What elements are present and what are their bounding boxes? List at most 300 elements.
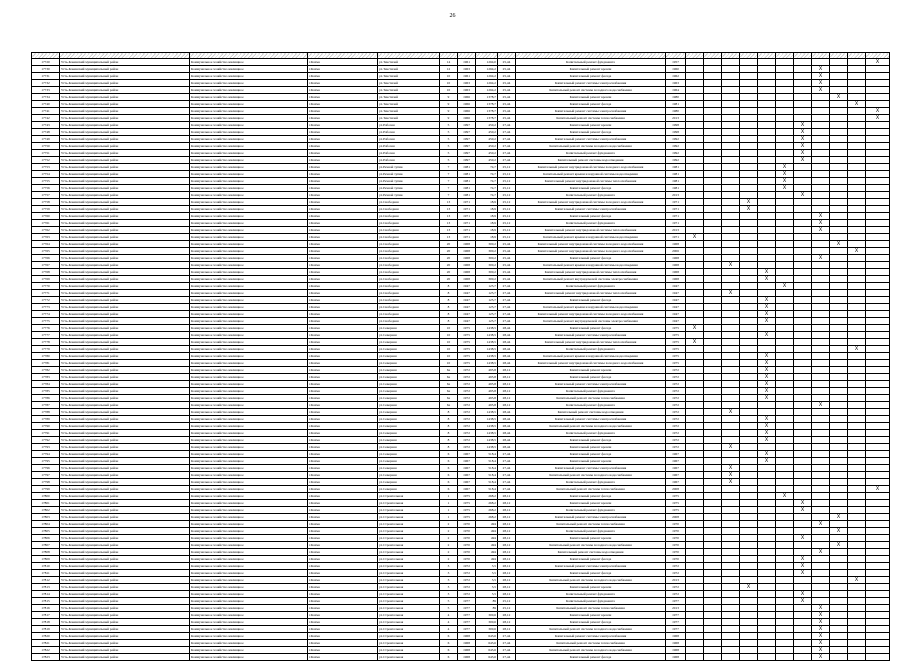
table-cell: 643,6 bbox=[476, 647, 498, 654]
table-cell: 20 bbox=[440, 255, 458, 262]
mark-cell bbox=[722, 633, 740, 640]
table-cell: 3 bbox=[440, 577, 458, 584]
table-cell: 495,8 bbox=[476, 367, 498, 374]
mark-cell bbox=[830, 388, 848, 395]
table-cell: 1967 bbox=[458, 465, 476, 472]
table-cell: ул.Строительная bbox=[378, 612, 440, 619]
table-cell: Коммунальное хозяйство жилищное bbox=[190, 318, 308, 325]
table-cell: Капитальный ремонт фасада bbox=[516, 213, 666, 220]
table-cell: Капитальный ремонт внутридомовой системы теплоснабжения bbox=[516, 227, 666, 234]
table-cell: 1971 bbox=[666, 234, 686, 241]
table-cell: ул.Северная bbox=[378, 472, 440, 479]
table-cell: ул.Свободная bbox=[378, 213, 440, 220]
mark-cell bbox=[722, 80, 740, 87]
mark-cell bbox=[758, 108, 776, 115]
table-cell: ул.Свободная bbox=[378, 304, 440, 311]
table-row bbox=[32, 269, 890, 276]
table-cell: 17750 bbox=[32, 143, 60, 150]
table-cell: Коммунальное хозяйство жилищное bbox=[190, 178, 308, 185]
mark-cell bbox=[794, 234, 812, 241]
table-cell: Коммунальное хозяйство жилищное bbox=[190, 115, 308, 122]
mark-cell bbox=[704, 213, 722, 220]
mark-cell bbox=[740, 87, 758, 94]
table-cell: Капитальный ремонт системы электроснабжения bbox=[516, 332, 666, 339]
table-cell: ул.Текстилей bbox=[378, 80, 440, 87]
table-cell: 13 bbox=[440, 220, 458, 227]
table-cell: Коммунальное хозяйство жилищное bbox=[190, 584, 308, 591]
mark-cell bbox=[740, 521, 758, 528]
mark-cell bbox=[740, 542, 758, 549]
mark-cell bbox=[866, 248, 890, 255]
mark-cell bbox=[830, 171, 848, 178]
table-cell: Капитальный ремонт системы теплоснабжения bbox=[516, 486, 666, 493]
mark-cell bbox=[776, 360, 794, 367]
table-cell: ул.Свободная bbox=[378, 318, 440, 325]
mark-cell bbox=[686, 66, 704, 73]
table-cell: 1998 bbox=[666, 122, 686, 129]
mark-cell bbox=[794, 248, 812, 255]
mark-cell bbox=[776, 136, 794, 143]
table-cell: 25,12 bbox=[498, 171, 516, 178]
mark-cell bbox=[704, 318, 722, 325]
table-cell: ул.Строительная bbox=[378, 584, 440, 591]
table-cell: 1378,7 bbox=[476, 94, 498, 101]
mark-cell bbox=[812, 374, 830, 381]
table-cell: г.Кохма bbox=[308, 458, 378, 465]
mark-cell bbox=[740, 178, 758, 185]
mark-cell bbox=[776, 199, 794, 206]
mark-cell bbox=[812, 493, 830, 500]
mark-cell bbox=[686, 276, 704, 283]
table-cell: 1947 bbox=[458, 318, 476, 325]
table-cell: 494 bbox=[476, 528, 498, 535]
mark-cell bbox=[686, 157, 704, 164]
table-cell: 28,12 bbox=[498, 514, 516, 521]
mark-cell bbox=[830, 591, 848, 598]
mark-cell bbox=[776, 605, 794, 612]
table-cell: 1971 bbox=[666, 220, 686, 227]
table-cell: Усть-Кокинский муниципальный район bbox=[60, 402, 190, 409]
table-cell: Коммунальное хозяйство жилищное bbox=[190, 577, 308, 584]
mark-cell bbox=[686, 570, 704, 577]
table-cell: 1970 bbox=[458, 528, 476, 535]
table-cell: Коммунальное хозяйство жилищное bbox=[190, 108, 308, 115]
table-cell: 1967 bbox=[666, 451, 686, 458]
mark-cell bbox=[686, 486, 704, 493]
table-cell: 8 bbox=[440, 297, 458, 304]
mark-cell bbox=[830, 136, 848, 143]
table-cell: ул.Строительная bbox=[378, 577, 440, 584]
table-cell: Коммунальное хозяйство жилищное bbox=[190, 297, 308, 304]
table-cell: г.Кохма bbox=[308, 353, 378, 360]
table-cell: 17767 bbox=[32, 262, 60, 269]
mark-cell bbox=[686, 80, 704, 87]
mark-cell bbox=[848, 563, 866, 570]
mark-cell bbox=[722, 178, 740, 185]
table-cell: Усть-Кокинский муниципальный район bbox=[60, 304, 190, 311]
table-cell: 27,44 bbox=[498, 150, 516, 157]
mark-cell bbox=[848, 122, 866, 129]
mark-cell bbox=[848, 136, 866, 143]
table-cell: 28,44 bbox=[498, 416, 516, 423]
table-cell: Усть-Кокинский муниципальный район bbox=[60, 654, 190, 661]
table-cell: 28,44 bbox=[498, 346, 516, 353]
mark-cell bbox=[704, 535, 722, 542]
table-cell: г.Кохма bbox=[308, 507, 378, 514]
table-cell: 27,44 bbox=[498, 157, 516, 164]
mark-cell bbox=[830, 479, 848, 486]
table-cell: Капитальный ремонт внутридомовой системы электроснабжения bbox=[516, 318, 666, 325]
mark-cell bbox=[776, 73, 794, 80]
mark-cell bbox=[740, 367, 758, 374]
table-cell: Усть-Кокинский муниципальный район bbox=[60, 241, 190, 248]
table-cell: 17779 bbox=[32, 346, 60, 353]
mark-cell bbox=[758, 185, 776, 192]
table-cell: 125,7 bbox=[476, 283, 498, 290]
table-cell: 20 bbox=[440, 269, 458, 276]
mark-cell bbox=[848, 220, 866, 227]
table-cell: 8 bbox=[440, 423, 458, 430]
mark-cell bbox=[758, 220, 776, 227]
table-cell: г.Кохма bbox=[308, 367, 378, 374]
mark-cell bbox=[866, 255, 890, 262]
table-row bbox=[32, 87, 890, 94]
table-cell: Усть-Кокинский муниципальный район bbox=[60, 360, 190, 367]
mark-cell bbox=[704, 59, 722, 66]
mark-cell bbox=[866, 451, 890, 458]
mark-cell bbox=[812, 101, 830, 108]
table-cell: 27,44 bbox=[498, 479, 516, 486]
table-cell: 1997 bbox=[458, 157, 476, 164]
table-cell: г.Кохма bbox=[308, 101, 378, 108]
table-cell: Усть-Кокинский муниципальный район bbox=[60, 255, 190, 262]
mark-cell bbox=[740, 647, 758, 654]
mark-cell bbox=[830, 129, 848, 136]
table-cell: г.Кохма bbox=[308, 318, 378, 325]
mark-cell bbox=[794, 647, 812, 654]
table-cell: 25,12 bbox=[498, 185, 516, 192]
table-cell: г.Кохма bbox=[308, 213, 378, 220]
table-cell: ул.Свободная bbox=[378, 262, 440, 269]
table-row bbox=[32, 388, 890, 395]
mark-cell bbox=[794, 80, 812, 87]
table-cell: 1972 bbox=[458, 409, 476, 416]
mark-cell bbox=[812, 332, 830, 339]
mark-cell: X bbox=[794, 563, 812, 570]
mark-cell bbox=[686, 360, 704, 367]
table-cell: 1972 bbox=[666, 388, 686, 395]
table-cell: 1977 bbox=[458, 619, 476, 626]
mark-cell bbox=[740, 465, 758, 472]
mark-cell bbox=[740, 472, 758, 479]
mark-cell bbox=[776, 80, 794, 87]
table-cell: ул.Речной тупик bbox=[378, 192, 440, 199]
mark-cell bbox=[776, 94, 794, 101]
mark-cell bbox=[776, 101, 794, 108]
mark-cell bbox=[686, 199, 704, 206]
mark-cell bbox=[686, 311, 704, 318]
mark-cell bbox=[776, 409, 794, 416]
mark-cell: X bbox=[758, 297, 776, 304]
table-row bbox=[32, 500, 890, 507]
table-row bbox=[32, 143, 890, 150]
table-row bbox=[32, 255, 890, 262]
mark-cell bbox=[686, 283, 704, 290]
table-cell: Коммунальное хозяйство жилищное bbox=[190, 59, 308, 66]
table-cell: г.Кохма bbox=[308, 416, 378, 423]
mark-cell bbox=[848, 374, 866, 381]
mark-cell bbox=[776, 157, 794, 164]
table-row bbox=[32, 605, 890, 612]
mark-cell: X bbox=[776, 283, 794, 290]
mark-cell bbox=[848, 500, 866, 507]
mark-cell: X bbox=[758, 395, 776, 402]
table-row bbox=[32, 521, 890, 528]
mark-cell bbox=[866, 150, 890, 157]
table-cell: 1438,5 bbox=[476, 444, 498, 451]
mark-cell bbox=[848, 164, 866, 171]
mark-cell: X bbox=[758, 304, 776, 311]
table-row bbox=[32, 262, 890, 269]
mark-cell bbox=[686, 493, 704, 500]
mark-cell: X bbox=[812, 612, 830, 619]
table-cell: 1972 bbox=[458, 437, 476, 444]
mark-cell: X bbox=[848, 577, 866, 584]
mark-cell bbox=[848, 290, 866, 297]
table-cell: 1972 bbox=[666, 570, 686, 577]
mark-cell bbox=[830, 185, 848, 192]
mark-cell bbox=[830, 458, 848, 465]
table-cell: Коммунальное хозяйство жилищное bbox=[190, 486, 308, 493]
mark-cell bbox=[686, 535, 704, 542]
table-cell: Усть-Кокинский муниципальный район bbox=[60, 444, 190, 451]
mark-cell bbox=[704, 325, 722, 332]
mark-cell bbox=[776, 479, 794, 486]
mark-cell bbox=[740, 227, 758, 234]
table-cell: 1438,5 bbox=[476, 409, 498, 416]
table-cell: 1971 bbox=[458, 199, 476, 206]
table-cell: 1968 bbox=[458, 640, 476, 647]
mark-cell bbox=[704, 178, 722, 185]
mark-cell bbox=[740, 549, 758, 556]
table-cell: Капитальный ремонт системы теплоснабжения bbox=[516, 605, 666, 612]
mark-cell bbox=[830, 227, 848, 234]
table-row bbox=[32, 640, 890, 647]
mark-cell: X bbox=[794, 500, 812, 507]
mark-cell bbox=[830, 633, 848, 640]
mark-cell bbox=[794, 353, 812, 360]
mark-cell bbox=[812, 430, 830, 437]
mark-cell bbox=[704, 521, 722, 528]
mark-cell bbox=[776, 507, 794, 514]
mark-cell bbox=[794, 318, 812, 325]
table-cell: Капитальный ремонт фасада bbox=[516, 437, 666, 444]
mark-cell bbox=[794, 304, 812, 311]
table-cell: 17765 bbox=[32, 248, 60, 255]
table-cell: Коммунальное хозяйство жилищное bbox=[190, 507, 308, 514]
table-cell: 17811 bbox=[32, 570, 60, 577]
mark-cell bbox=[794, 514, 812, 521]
mark-cell: X bbox=[758, 416, 776, 423]
table-cell: 17801 bbox=[32, 500, 60, 507]
table-cell: г.Кохма bbox=[308, 605, 378, 612]
table-cell: Капитальный ремонт фасада bbox=[516, 493, 666, 500]
table-cell: 17741 bbox=[32, 108, 60, 115]
mark-cell bbox=[794, 619, 812, 626]
table-cell: 28,12 bbox=[498, 395, 516, 402]
mark-cell bbox=[812, 185, 830, 192]
table-cell: ул.Речной тупик bbox=[378, 178, 440, 185]
mark-cell bbox=[776, 416, 794, 423]
table-cell: Капитальный ремонт системы электроснабжения bbox=[516, 136, 666, 143]
table-row bbox=[32, 542, 890, 549]
mark-cell bbox=[740, 535, 758, 542]
mark-cell bbox=[686, 402, 704, 409]
table-cell: 1992 bbox=[666, 157, 686, 164]
table-cell: ул.Строительная bbox=[378, 549, 440, 556]
table-cell: Усть-Кокинский муниципальный район bbox=[60, 549, 190, 556]
mark-cell bbox=[704, 458, 722, 465]
mark-cell bbox=[776, 598, 794, 605]
table-cell: ул.Северная bbox=[378, 346, 440, 353]
mark-cell bbox=[686, 122, 704, 129]
table-cell: Усть-Кокинский муниципальный район bbox=[60, 332, 190, 339]
table-cell: ул.Свободная bbox=[378, 206, 440, 213]
mark-cell bbox=[812, 507, 830, 514]
table-cell: ул.Рабочая bbox=[378, 136, 440, 143]
table-cell: 17816 bbox=[32, 605, 60, 612]
table-cell: г.Кохма bbox=[308, 493, 378, 500]
mark-cell bbox=[686, 367, 704, 374]
table-cell: Капитальный ремонт крыши и наружной системы водоотведения bbox=[516, 171, 666, 178]
table-cell: г.Кохма bbox=[308, 192, 378, 199]
table-cell: Коммунальное хозяйство жилищное bbox=[190, 388, 308, 395]
table-cell: Коммунальное хозяйство жилищное bbox=[190, 150, 308, 157]
mark-cell bbox=[848, 556, 866, 563]
table-cell: 17732 bbox=[32, 80, 60, 87]
mark-cell bbox=[758, 199, 776, 206]
mark-cell bbox=[758, 115, 776, 122]
mark-cell bbox=[812, 479, 830, 486]
table-cell: 1264,0 bbox=[476, 59, 498, 66]
mark-cell bbox=[740, 66, 758, 73]
mark-cell bbox=[830, 535, 848, 542]
mark-cell bbox=[794, 479, 812, 486]
table-cell: Коммунальное хозяйство жилищное bbox=[190, 199, 308, 206]
mark-cell bbox=[830, 101, 848, 108]
table-cell: г.Кохма bbox=[308, 59, 378, 66]
mark-cell: X bbox=[812, 619, 830, 626]
mark-cell bbox=[866, 220, 890, 227]
table-cell: 25,12 bbox=[498, 192, 516, 199]
table-row bbox=[32, 472, 890, 479]
table-cell: 1981 bbox=[666, 171, 686, 178]
table-row bbox=[32, 122, 890, 129]
table-cell: Капитальный ремонт фасада bbox=[516, 570, 666, 577]
mark-cell bbox=[722, 73, 740, 80]
table-cell: 518,4 bbox=[476, 486, 498, 493]
table-cell: 17757 bbox=[32, 192, 60, 199]
table-cell: 125,7 bbox=[476, 290, 498, 297]
table-cell: 18,9 bbox=[476, 220, 498, 227]
table-cell: 74,7 bbox=[476, 171, 498, 178]
mark-cell bbox=[830, 360, 848, 367]
mark-cell: X bbox=[812, 626, 830, 633]
mark-cell bbox=[830, 619, 848, 626]
table-cell: 74,7 bbox=[476, 178, 498, 185]
mark-cell bbox=[758, 164, 776, 171]
mark-cell bbox=[866, 346, 890, 353]
mark-cell bbox=[776, 402, 794, 409]
mark-cell: X bbox=[758, 318, 776, 325]
mark-cell bbox=[848, 143, 866, 150]
table-cell: г.Кохма bbox=[308, 234, 378, 241]
table-cell: 27,44 bbox=[498, 290, 516, 297]
mark-cell bbox=[722, 164, 740, 171]
table-cell: г.Кохма bbox=[308, 220, 378, 227]
mark-cell bbox=[740, 318, 758, 325]
table-cell: 17802 bbox=[32, 507, 60, 514]
table-cell: Коммунальное хозяйство жилищное bbox=[190, 374, 308, 381]
mark-cell bbox=[704, 143, 722, 150]
table-cell: 1992 bbox=[666, 143, 686, 150]
table-cell: 28,12 bbox=[498, 493, 516, 500]
mark-cell bbox=[722, 605, 740, 612]
table-cell: 1971 bbox=[458, 227, 476, 234]
mark-cell bbox=[758, 647, 776, 654]
mark-cell bbox=[866, 423, 890, 430]
table-cell: Капитальный ремонт фундамента bbox=[516, 507, 666, 514]
table-row bbox=[32, 444, 890, 451]
mark-cell bbox=[758, 178, 776, 185]
table-cell: 1975 bbox=[458, 514, 476, 521]
table-row bbox=[32, 276, 890, 283]
table-cell: 1 bbox=[440, 500, 458, 507]
table-cell: 495,8 bbox=[476, 402, 498, 409]
table-cell: Усть-Кокинский муниципальный район bbox=[60, 143, 190, 150]
mark-cell bbox=[686, 213, 704, 220]
table-cell: 1438,5 bbox=[476, 437, 498, 444]
table-cell: Усть-Кокинский муниципальный район bbox=[60, 108, 190, 115]
mark-cell bbox=[812, 304, 830, 311]
table-cell: 1967 bbox=[458, 451, 476, 458]
table-cell: 27,44 bbox=[498, 654, 516, 661]
table-cell: 1970 bbox=[666, 542, 686, 549]
mark-cell bbox=[776, 290, 794, 297]
table-cell: г.Кохма bbox=[308, 654, 378, 661]
table-cell: 17754 bbox=[32, 171, 60, 178]
mark-cell: X bbox=[812, 647, 830, 654]
table-cell: Усть-Кокинский муниципальный район bbox=[60, 80, 190, 87]
table-cell: ул.Северная bbox=[378, 381, 440, 388]
table-cell: Усть-Кокинский муниципальный район bbox=[60, 73, 190, 80]
mark-cell bbox=[758, 206, 776, 213]
table-cell: 1977 bbox=[458, 598, 476, 605]
mark-cell bbox=[866, 192, 890, 199]
table-cell: 17730 bbox=[32, 66, 60, 73]
table-cell: г.Кохма bbox=[308, 164, 378, 171]
mark-cell: X bbox=[740, 206, 758, 213]
table-cell: 1968 bbox=[666, 241, 686, 248]
mark-cell bbox=[776, 535, 794, 542]
mark-cell bbox=[704, 640, 722, 647]
mark-cell bbox=[686, 255, 704, 262]
table-cell: Коммунальное хозяйство жилищное bbox=[190, 101, 308, 108]
table-cell: 17790 bbox=[32, 423, 60, 430]
mark-cell bbox=[686, 514, 704, 521]
mark-cell bbox=[686, 640, 704, 647]
table-cell: Усть-Кокинский муниципальный район bbox=[60, 248, 190, 255]
